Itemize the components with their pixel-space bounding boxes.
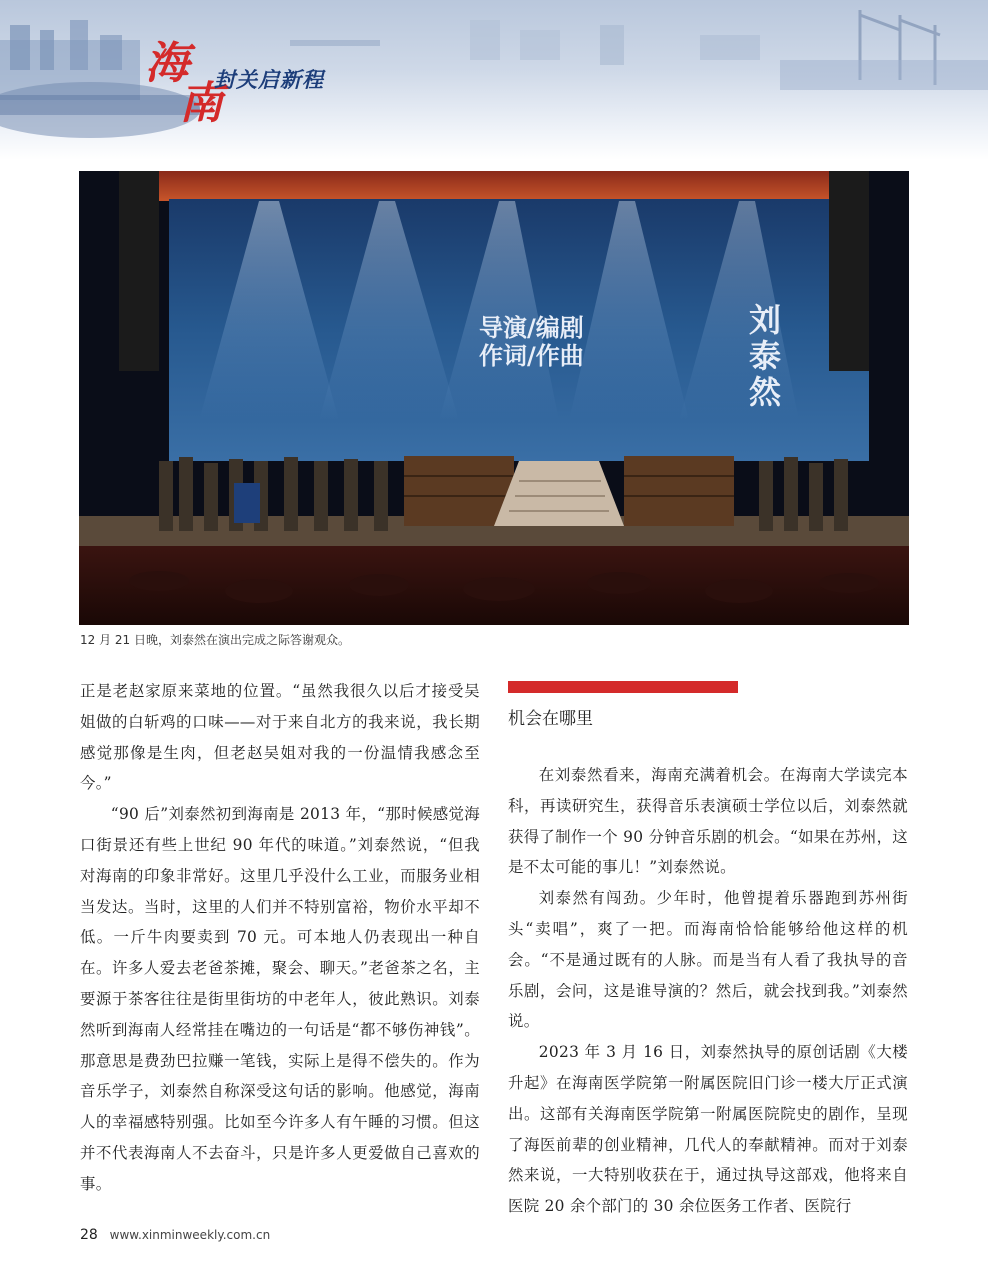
section-heading: 机会在哪里: [508, 709, 593, 729]
left-text-column: [80, 676, 480, 1200]
stage-credit-line-1: 导演/编剧: [479, 314, 584, 342]
paragraph: 2023 年 3 月 16 日，刘泰然执导的原创话剧《大楼升起》在海南医学院第一附属医院旧门诊一楼大厅正式演出。这部有关海南医学院第一附属医院院史的剧作，呈现了海医前辈的创业精神，几代人的奉献精神。而对于刘泰然来说，一大特别收获在于，通过执导这部戏，他将来自医院 20 余个部门的 30 余位医务工作者、医院行: [508, 1043, 908, 1216]
right-text-column: [508, 760, 908, 1222]
column-subtitle: 封关启新程: [214, 68, 324, 92]
stage-name-char: 刘: [749, 301, 782, 339]
page-number: 28: [80, 1227, 98, 1243]
paragraph: 正是老赵家原来菜地的位置。“虽然我很久以后才接受吴姐做的白斩鸡的口味——对于来自北方的我来说，我长期感觉那像是生肉，但老赵吴姐对我的一份温情我感念至今。”: [80, 682, 480, 793]
website-link[interactable]: www.xinminweekly.com.cn: [109, 1228, 271, 1242]
paragraph: 刘泰然有闯劲。少年时，他曾提着乐器跑到苏州街头“卖唱”，爽了一把。而海南恰恰能够给他这样的机会。“不是通过既有的人脉。而是当有人看了我执导的音乐剧，会问，这是谁导演的？然后，就会找到我。”刘泰然说。: [508, 889, 908, 1031]
brand-char: 南: [179, 78, 225, 129]
photo-caption: 12 月 21 日晚，刘泰然在演出完成之际答谢观众。: [80, 633, 350, 647]
brand-title: [145, 38, 225, 129]
stage-name-char: 然: [749, 373, 782, 411]
brand-char: 海: [145, 38, 191, 89]
stage-credit-line-2: 作词/作曲: [479, 342, 584, 370]
section-accent-bar: [508, 681, 738, 693]
header-banner: [0, 0, 988, 160]
stage-photo: [79, 171, 909, 625]
paragraph: “90 后”刘泰然初到海南是 2013 年，“那时候感觉海口街景还有些上世纪 90 年代的味道。”刘泰然说，“但我对海南的印象非常好。这里几乎没什么工业，而服务业相当发达。当时，这里的人们并不特别富裕，物价水平却不低。一斤牛肉要卖到 70 元。可本地人仍表现出一种自在。许多人爱去老爸茶摊，聚会、聊天。”老爸茶之名，主要源于茶客往往是街里街坊的中老年人，彼此熟识。刘泰然听到海南人经常挂在嘴边的一句话是“都不够伤神钱”。那意思是费劲巴拉赚一笔钱，实际上是得不偿失的。作为音乐学子，刘泰然自称深受这句话的影响。他感觉，海南人的幸福感特别强。比如至今许多人有午睡的习惯。但这并不代表海南人不去奋斗，只是许多人更爱做自己喜欢的事。: [80, 805, 480, 1193]
stage-name-char: 泰: [749, 337, 782, 375]
page-footer: [80, 1227, 270, 1243]
paragraph: 在刘泰然看来，海南充满着机会。在海南大学读完本科，再读研究生，获得音乐表演硕士学位以后，刘泰然就获得了制作一个 90 分钟音乐剧的机会。“如果在苏州，这是不太可能的事儿！”刘泰然说。: [508, 766, 908, 877]
stage-scene-illustration: [79, 171, 909, 625]
